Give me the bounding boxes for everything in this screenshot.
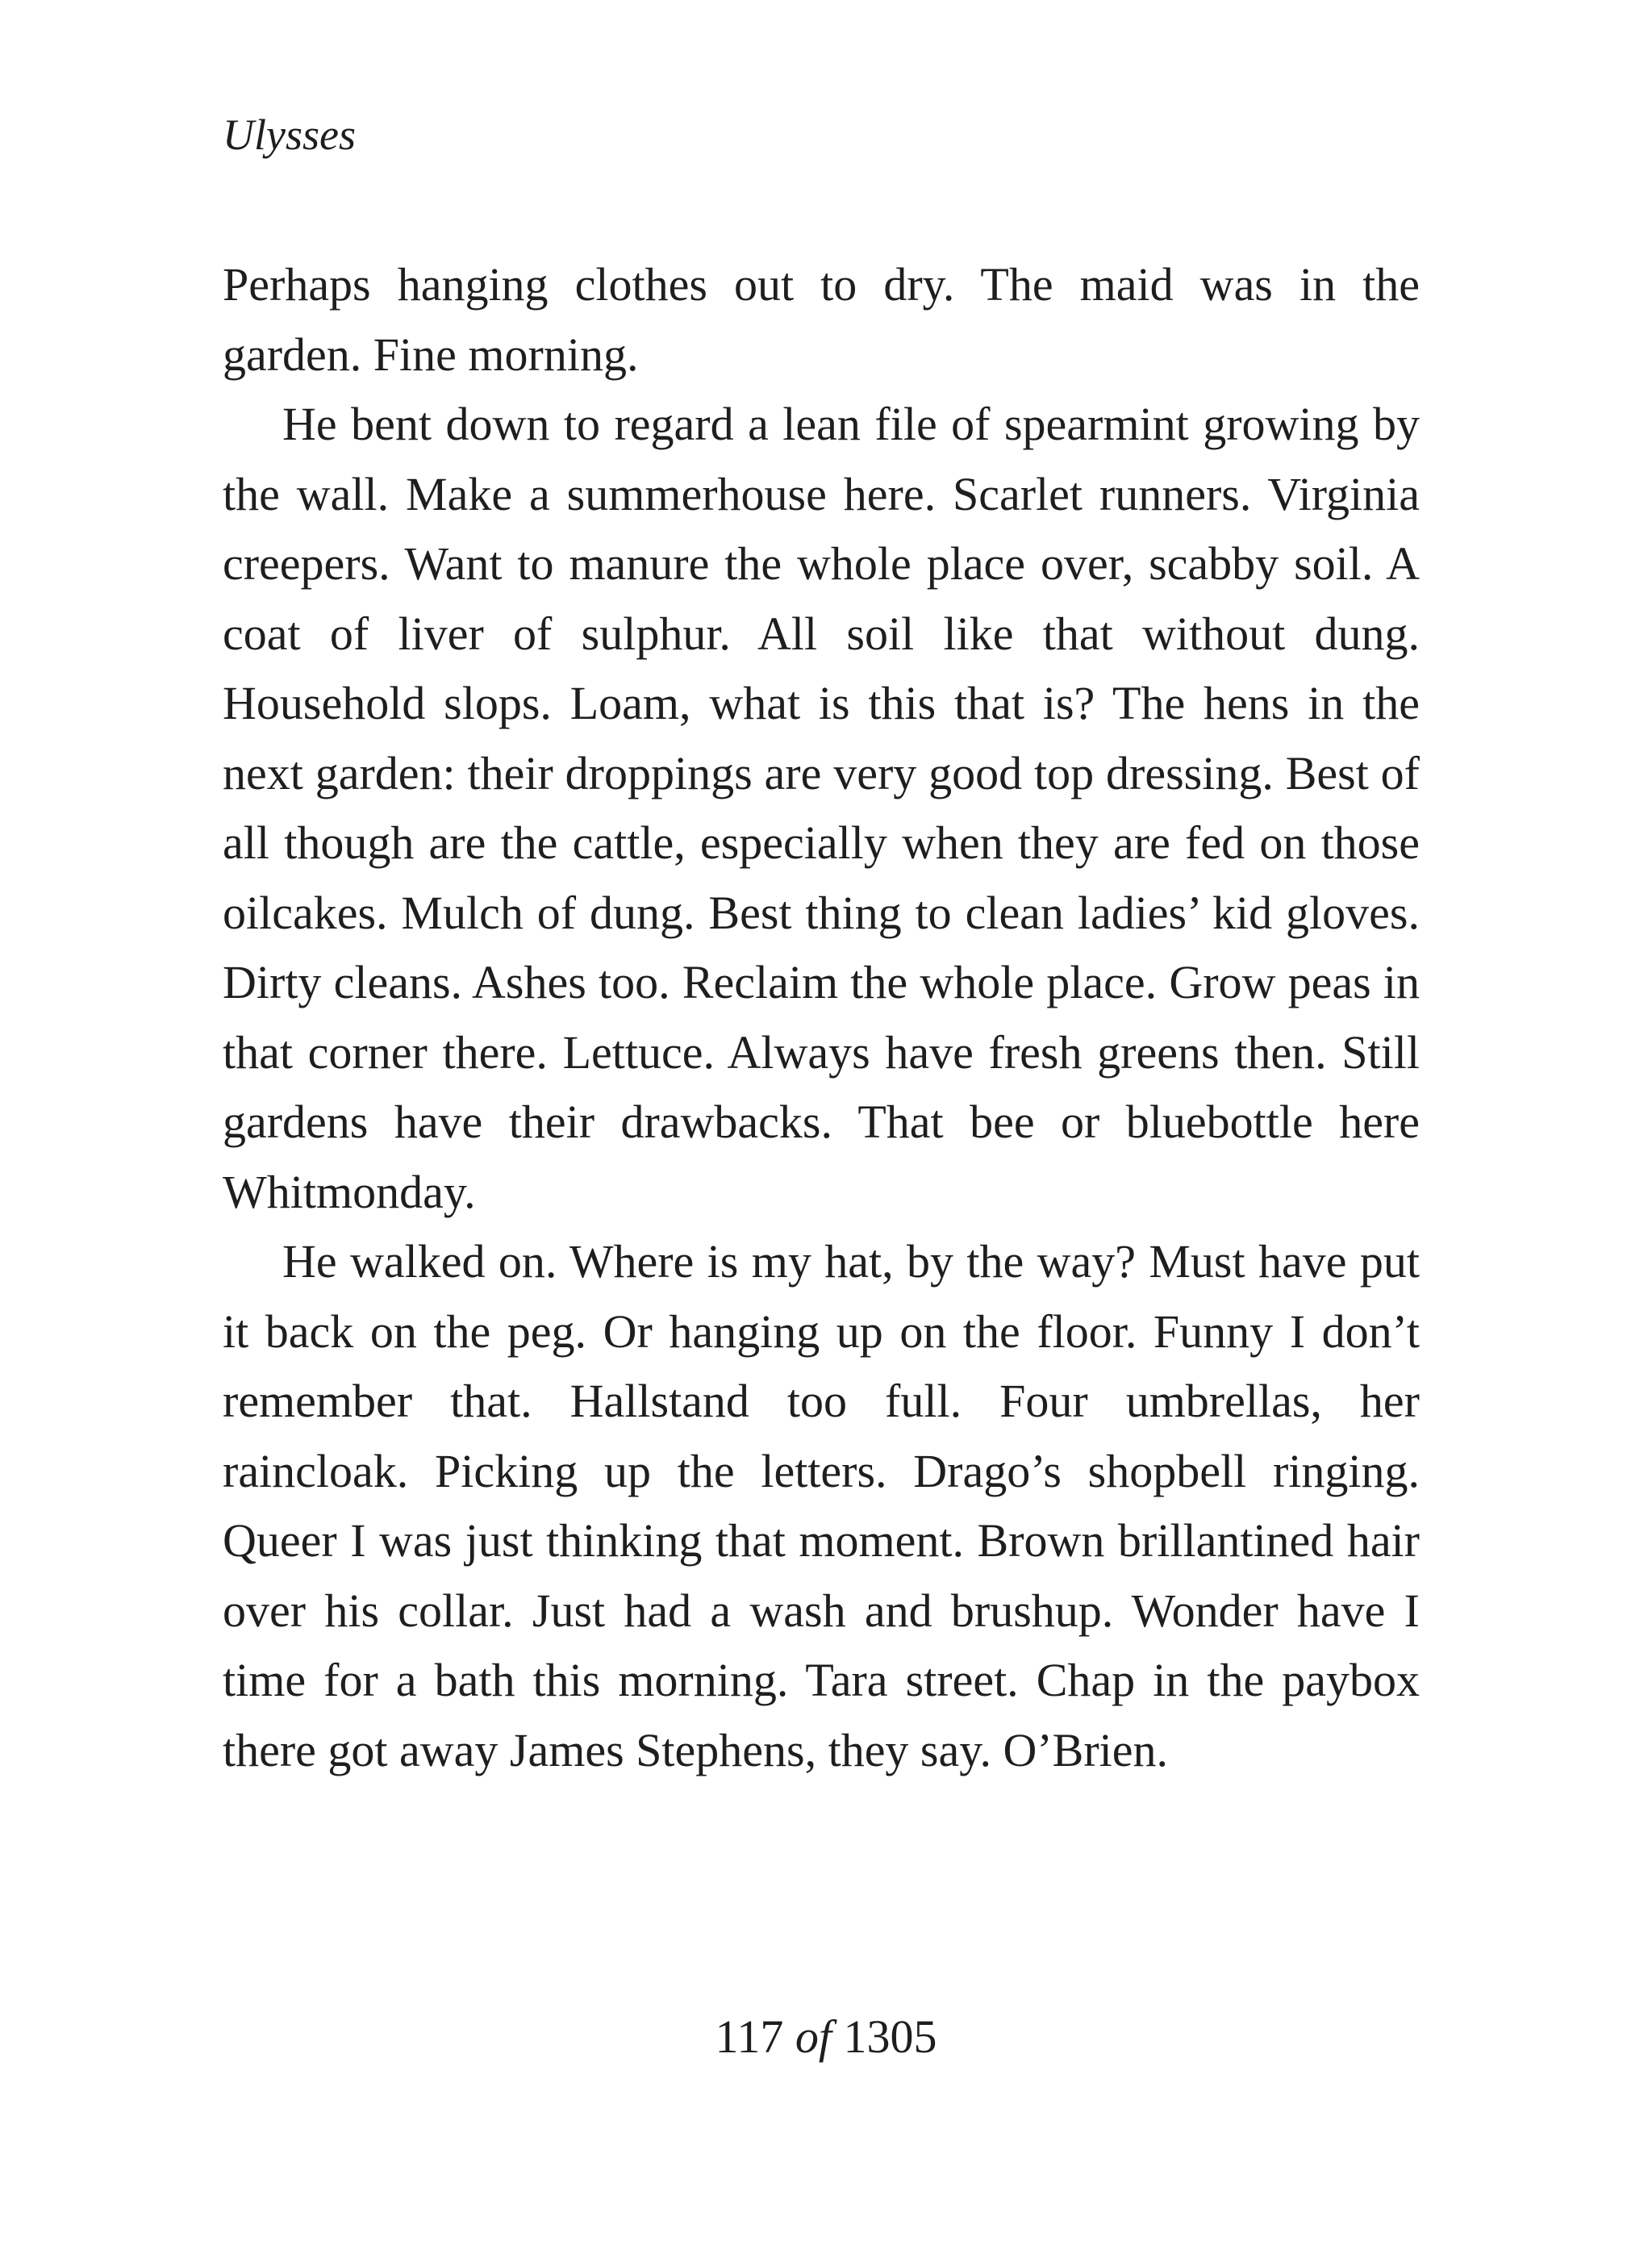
text-body <box>223 250 1420 1785</box>
page-of-label: of <box>795 2010 832 2063</box>
total-pages-number: 1305 <box>843 2010 937 2063</box>
page-indicator <box>0 2009 1652 2065</box>
paragraph: He bent down to regard a lean file of spearmint growing by the wall. Make a summerhouse here. Scarlet runners. Virginia creepers. Want to manure the whole place over, scabby soil. A coat of liver of sulphur. All soil like that without dung. Household slops. Loam, what is this that is? The hens in the next garden: their droppings are very good top dressing. Best of all though are the cattle, especially when they are fed on those oilcakes. Mulch of dung. Best thing to clean ladies’ kid gloves. Dirty cleans. Ashes too. Reclaim the whole place. Grow peas in that corner there. Lettuce. Always have fresh greens then. Still gardens have their drawbacks. That bee or bluebottle here Whitmonday. <box>223 398 1420 1218</box>
paragraph: He walked on. Where is my hat, by the way? Must have put it back on the peg. Or hanging up on the floor. Funny I don’t remember that. Hallstand too full. Four umbrellas, her raincloak. Picking up the letters. Drago’s shopbell ringing. Queer I was just thinking that moment. Brown brillantined hair over his collar. Just had a wash and brushup. Wonder have I time for a bath this morning. Tara street. Chap in the paybox there got away James Stephens, they say. O’Brien. <box>223 1235 1420 1776</box>
running-head-title: Ulysses <box>223 111 356 159</box>
paragraph: Perhaps hanging clothes out to dry. The maid was in the garden. Fine morning. <box>223 258 1420 381</box>
current-page-number: 117 <box>715 2010 784 2063</box>
